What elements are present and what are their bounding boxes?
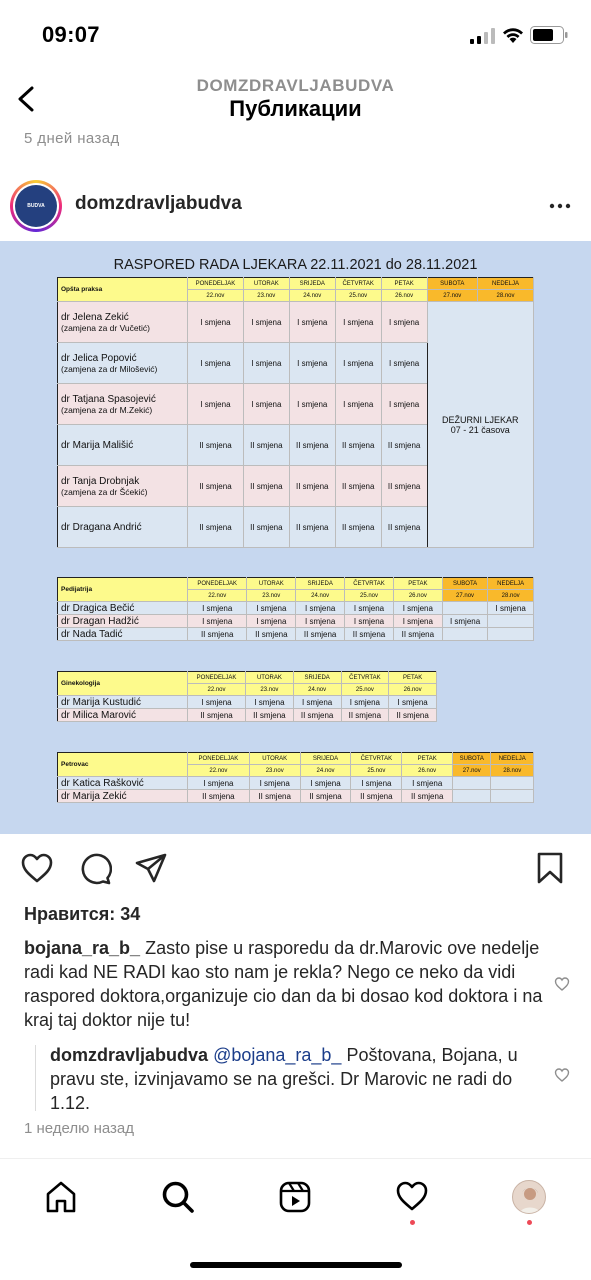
sunday-cell: I smjena bbox=[488, 602, 534, 615]
shift-cell: I smjena bbox=[247, 602, 296, 615]
doctor-name-text: dr Marija Mališić bbox=[61, 439, 134, 451]
shift-cell: I smjena bbox=[243, 343, 289, 384]
post-username[interactable]: domzdravljabudva bbox=[75, 193, 242, 214]
shift-cell: I smjena bbox=[188, 343, 244, 384]
doctor-name-text: dr Jelica Popović bbox=[61, 352, 137, 364]
substitution-note: (zamjena za dr Šćekić) bbox=[61, 486, 148, 497]
shift-cell: I smjena bbox=[188, 615, 247, 628]
shift-cell: II smjena bbox=[289, 507, 335, 548]
day-header: SRIJEDA bbox=[289, 278, 335, 290]
profile-notification-dot bbox=[527, 1220, 532, 1225]
doctor-name bbox=[58, 790, 188, 803]
shift-cell: II smjena bbox=[293, 709, 341, 722]
day-header: PONEDELJAK bbox=[188, 753, 250, 765]
comment-username[interactable]: bojana_ra_b_ bbox=[24, 938, 141, 958]
date-header: 23.nov bbox=[246, 684, 294, 696]
doctor-name bbox=[58, 302, 188, 343]
date-header: 26.nov bbox=[381, 290, 427, 302]
doctor-name bbox=[58, 466, 188, 507]
day-header: PETAK bbox=[402, 753, 453, 765]
shift-cell: I smjena bbox=[296, 615, 345, 628]
schedule-table-petrovac bbox=[57, 752, 534, 803]
doctor-name-text: dr Jelena Zekić bbox=[61, 311, 129, 323]
day-header: PETAK bbox=[381, 278, 427, 290]
date-header: 23.nov bbox=[249, 765, 300, 777]
sunday-cell bbox=[491, 790, 534, 803]
doctor-name-text: dr Marija Kustudić bbox=[61, 696, 142, 708]
shift-cell: I smjena bbox=[188, 777, 250, 790]
shift-cell: II smjena bbox=[188, 628, 247, 641]
shift-cell: II smjena bbox=[243, 507, 289, 548]
avatar[interactable] bbox=[10, 180, 62, 232]
reply-text: Poštovana, Bojana, u pravu ste, izvinjavamo se na grešci. Dr Marovic ne radi do 1.12. bbox=[50, 1045, 518, 1113]
shift-cell: I smjena bbox=[188, 602, 247, 615]
previous-post-timestamp: 5 дней назад bbox=[24, 130, 120, 147]
date-header: 25.nov bbox=[341, 684, 389, 696]
shift-cell: II smjena bbox=[341, 709, 389, 722]
shift-cell: I smjena bbox=[247, 615, 296, 628]
shift-cell: II smjena bbox=[351, 790, 402, 803]
logo-icon: BUDVA bbox=[15, 185, 57, 227]
doctor-name bbox=[58, 709, 188, 722]
doctor-name-text: dr Dragana Andrić bbox=[61, 521, 142, 533]
reply-like-heart-icon[interactable] bbox=[554, 1067, 570, 1083]
date-header: 27.nov bbox=[427, 290, 477, 302]
doctor-name bbox=[58, 696, 188, 709]
saturday-cell: I smjena bbox=[442, 615, 488, 628]
day-header: SUBOTA bbox=[427, 278, 477, 290]
home-indicator bbox=[190, 1262, 402, 1268]
shift-cell: I smjena bbox=[246, 696, 294, 709]
doctor-name bbox=[58, 628, 188, 641]
shift-cell: I smjena bbox=[381, 384, 427, 425]
doctor-name bbox=[58, 425, 188, 466]
day-header: PETAK bbox=[389, 672, 437, 684]
shift-cell: II smjena bbox=[296, 628, 345, 641]
day-header: UTORAK bbox=[249, 753, 300, 765]
shift-cell: II smjena bbox=[300, 790, 351, 803]
shift-cell: II smjena bbox=[249, 790, 300, 803]
date-header: 28.nov bbox=[477, 290, 533, 302]
date-header: 27.nov bbox=[442, 590, 488, 602]
doctor-name-text: dr Nada Tadić bbox=[61, 628, 123, 640]
date-header: 25.nov bbox=[335, 290, 381, 302]
shift-cell: I smjena bbox=[243, 384, 289, 425]
day-header: ČETVRTAK bbox=[345, 578, 394, 590]
shift-cell: II smjena bbox=[345, 628, 394, 641]
schedule-table-opsta-praksa bbox=[57, 277, 534, 548]
search-icon[interactable] bbox=[161, 1180, 195, 1214]
comment-like-heart-icon[interactable] bbox=[554, 976, 570, 992]
page-title: Публикации bbox=[229, 96, 362, 121]
section-name: Opšta praksa bbox=[58, 278, 188, 302]
shift-cell: II smjena bbox=[289, 466, 335, 507]
shift-cell: II smjena bbox=[381, 466, 427, 507]
shift-cell: II smjena bbox=[393, 628, 442, 641]
shift-cell: I smjena bbox=[300, 777, 351, 790]
date-header: 26.nov bbox=[393, 590, 442, 602]
saturday-cell bbox=[442, 628, 488, 641]
doctor-name bbox=[58, 615, 188, 628]
shift-cell: II smjena bbox=[246, 709, 294, 722]
shift-cell: II smjena bbox=[289, 425, 335, 466]
doctor-name-text: dr Tanja Drobnjak bbox=[61, 475, 140, 487]
doctor-name-text: dr Milica Marović bbox=[61, 709, 137, 721]
shift-cell: I smjena bbox=[341, 696, 389, 709]
likes-count[interactable]: Нравится: 34 bbox=[24, 904, 141, 924]
saturday-cell bbox=[453, 790, 491, 803]
schedule-table-pedijatrija bbox=[57, 577, 534, 641]
day-header: SRIJEDA bbox=[296, 578, 345, 590]
shift-cell: I smjena bbox=[393, 602, 442, 615]
day-header: ČETVRTAK bbox=[351, 753, 402, 765]
doctor-name-text: dr Tatjana Spasojević bbox=[61, 393, 156, 405]
day-header: UTORAK bbox=[246, 672, 294, 684]
date-header: 24.nov bbox=[289, 290, 335, 302]
date-header: 22.nov bbox=[188, 290, 244, 302]
substitution-note: (zamjena za dr Vučetić) bbox=[61, 322, 150, 333]
date-header: 22.nov bbox=[188, 590, 247, 602]
date-header: 24.nov bbox=[293, 684, 341, 696]
day-header: UTORAK bbox=[247, 578, 296, 590]
battery-icon bbox=[530, 26, 568, 44]
shift-cell: I smjena bbox=[345, 615, 394, 628]
wifi-icon bbox=[502, 26, 524, 44]
shift-cell: II smjena bbox=[188, 466, 244, 507]
sunday-cell bbox=[488, 628, 534, 641]
substitution-note: (zamjena za dr M.Zekić) bbox=[61, 404, 153, 415]
doctor-name bbox=[58, 343, 188, 384]
status-time: 09:07 bbox=[42, 22, 100, 47]
heart-icon[interactable] bbox=[20, 852, 54, 884]
weekend-duty-label: DEŽURNI LJEKAR bbox=[442, 414, 519, 425]
date-header: 24.nov bbox=[300, 765, 351, 777]
day-header: PETAK bbox=[393, 578, 442, 590]
comment-icon[interactable] bbox=[78, 852, 112, 886]
share-icon[interactable] bbox=[134, 852, 168, 884]
post-image[interactable] bbox=[0, 241, 591, 834]
day-header: PONEDELJAK bbox=[188, 278, 244, 290]
bookmark-icon[interactable] bbox=[536, 852, 564, 884]
date-header: 25.nov bbox=[345, 590, 394, 602]
shift-cell: II smjena bbox=[381, 507, 427, 548]
shift-cell: II smjena bbox=[335, 425, 381, 466]
doctor-name bbox=[58, 602, 188, 615]
shift-cell: I smjena bbox=[249, 777, 300, 790]
shift-cell: II smjena bbox=[243, 425, 289, 466]
reply-username[interactable]: domzdravljabudva bbox=[50, 1045, 209, 1065]
shift-cell: I smjena bbox=[188, 302, 244, 343]
day-header: ČETVRTAK bbox=[341, 672, 389, 684]
shift-cell: II smjena bbox=[389, 709, 437, 722]
doctor-name bbox=[58, 384, 188, 425]
day-header: PONEDELJAK bbox=[188, 672, 246, 684]
shift-cell: II smjena bbox=[247, 628, 296, 641]
doctor-name bbox=[58, 507, 188, 548]
day-header: NEDELJA bbox=[488, 578, 534, 590]
sunday-cell bbox=[488, 615, 534, 628]
shift-cell: I smjena bbox=[289, 384, 335, 425]
date-header: 28.nov bbox=[491, 765, 534, 777]
date-header: 23.nov bbox=[247, 590, 296, 602]
shift-cell: I smjena bbox=[188, 696, 246, 709]
saturday-cell bbox=[453, 777, 491, 790]
activity-notification-dot bbox=[410, 1220, 415, 1225]
date-header: 25.nov bbox=[351, 765, 402, 777]
shift-cell: I smjena bbox=[381, 343, 427, 384]
home-icon[interactable] bbox=[44, 1180, 78, 1214]
shift-cell: I smjena bbox=[289, 343, 335, 384]
doctor-name-text: dr Dragica Bečić bbox=[61, 602, 135, 614]
shift-cell: I smjena bbox=[335, 384, 381, 425]
shift-cell: I smjena bbox=[293, 696, 341, 709]
day-header: UTORAK bbox=[243, 278, 289, 290]
schedule-table-ginekologija bbox=[57, 671, 437, 722]
section-name: Pedijatrija bbox=[58, 578, 188, 602]
date-header: 26.nov bbox=[402, 765, 453, 777]
date-header: 22.nov bbox=[188, 684, 246, 696]
date-header: 22.nov bbox=[188, 765, 250, 777]
reels-icon[interactable] bbox=[278, 1180, 312, 1214]
shift-cell: I smjena bbox=[345, 602, 394, 615]
shift-cell: I smjena bbox=[335, 302, 381, 343]
substitution-note: (zamjena za dr Milošević) bbox=[61, 363, 158, 374]
reply bbox=[50, 1043, 540, 1115]
shift-cell: I smjena bbox=[243, 302, 289, 343]
more-icon[interactable] bbox=[548, 194, 572, 218]
saturday-cell bbox=[442, 602, 488, 615]
shift-cell: I smjena bbox=[402, 777, 453, 790]
day-header: NEDELJA bbox=[491, 753, 534, 765]
day-header: SUBOTA bbox=[453, 753, 491, 765]
shift-cell: II smjena bbox=[402, 790, 453, 803]
reply-thread-line bbox=[35, 1045, 36, 1111]
day-header: SUBOTA bbox=[442, 578, 488, 590]
doctor-name-text: dr Katica Rašković bbox=[61, 777, 144, 789]
shift-cell: II smjena bbox=[243, 466, 289, 507]
shift-cell: II smjena bbox=[335, 507, 381, 548]
doctor-name-text: dr Marija Zekić bbox=[61, 790, 127, 802]
shift-cell: II smjena bbox=[188, 425, 244, 466]
date-header: 23.nov bbox=[243, 290, 289, 302]
section-name: Ginekologija bbox=[58, 672, 188, 696]
schedule-title: RASPORED RADA LJEKARA 22.11.2021 do 28.11.2021 bbox=[113, 257, 478, 273]
header-username: DOMZDRAVLJABUDVA bbox=[196, 76, 395, 95]
day-header: SRIJEDA bbox=[300, 753, 351, 765]
day-header: ČETVRTAK bbox=[335, 278, 381, 290]
shift-cell: II smjena bbox=[381, 425, 427, 466]
shift-cell: I smjena bbox=[296, 602, 345, 615]
shift-cell: II smjena bbox=[188, 507, 244, 548]
doctor-name bbox=[58, 777, 188, 790]
shift-cell: I smjena bbox=[335, 343, 381, 384]
day-header: SRIJEDA bbox=[293, 672, 341, 684]
profile-avatar[interactable] bbox=[512, 1180, 546, 1214]
weekend-duty-cell bbox=[427, 302, 533, 548]
comment-text: Zasto pise u rasporedu da dr.Marovic ove nedelje radi kad NE RADI kao sto nam je rekla? Nego ce neko da vidi raspored doktora,organizuje cio dan da bi dosao kod doktora i na kraj taj doktor nije tu! bbox=[24, 938, 543, 1030]
date-header: 28.nov bbox=[488, 590, 534, 602]
date-header: 27.nov bbox=[453, 765, 491, 777]
day-header: NEDELJA bbox=[477, 278, 533, 290]
date-header: 26.nov bbox=[389, 684, 437, 696]
shift-cell: II smjena bbox=[188, 790, 250, 803]
comment bbox=[24, 936, 544, 1032]
shift-cell: I smjena bbox=[381, 302, 427, 343]
shift-cell: I smjena bbox=[289, 302, 335, 343]
doctor-name-text: dr Dragan Hadžić bbox=[61, 615, 139, 627]
signal-icon bbox=[470, 28, 496, 44]
activity-heart-icon[interactable] bbox=[395, 1180, 429, 1212]
shift-cell: I smjena bbox=[188, 384, 244, 425]
sunday-cell bbox=[491, 777, 534, 790]
post-timestamp: 1 неделю назад bbox=[24, 1120, 135, 1137]
section-name: Petrovac bbox=[58, 753, 188, 777]
shift-cell: I smjena bbox=[393, 615, 442, 628]
shift-cell: II smjena bbox=[335, 466, 381, 507]
shift-cell: I smjena bbox=[389, 696, 437, 709]
day-header: PONEDELJAK bbox=[188, 578, 247, 590]
shift-cell: I smjena bbox=[351, 777, 402, 790]
weekend-duty-hours: 07 - 21 časova bbox=[450, 424, 510, 435]
reply-mention[interactable]: @bojana_ra_b_ bbox=[213, 1045, 342, 1065]
date-header: 24.nov bbox=[296, 590, 345, 602]
shift-cell: II smjena bbox=[188, 709, 246, 722]
